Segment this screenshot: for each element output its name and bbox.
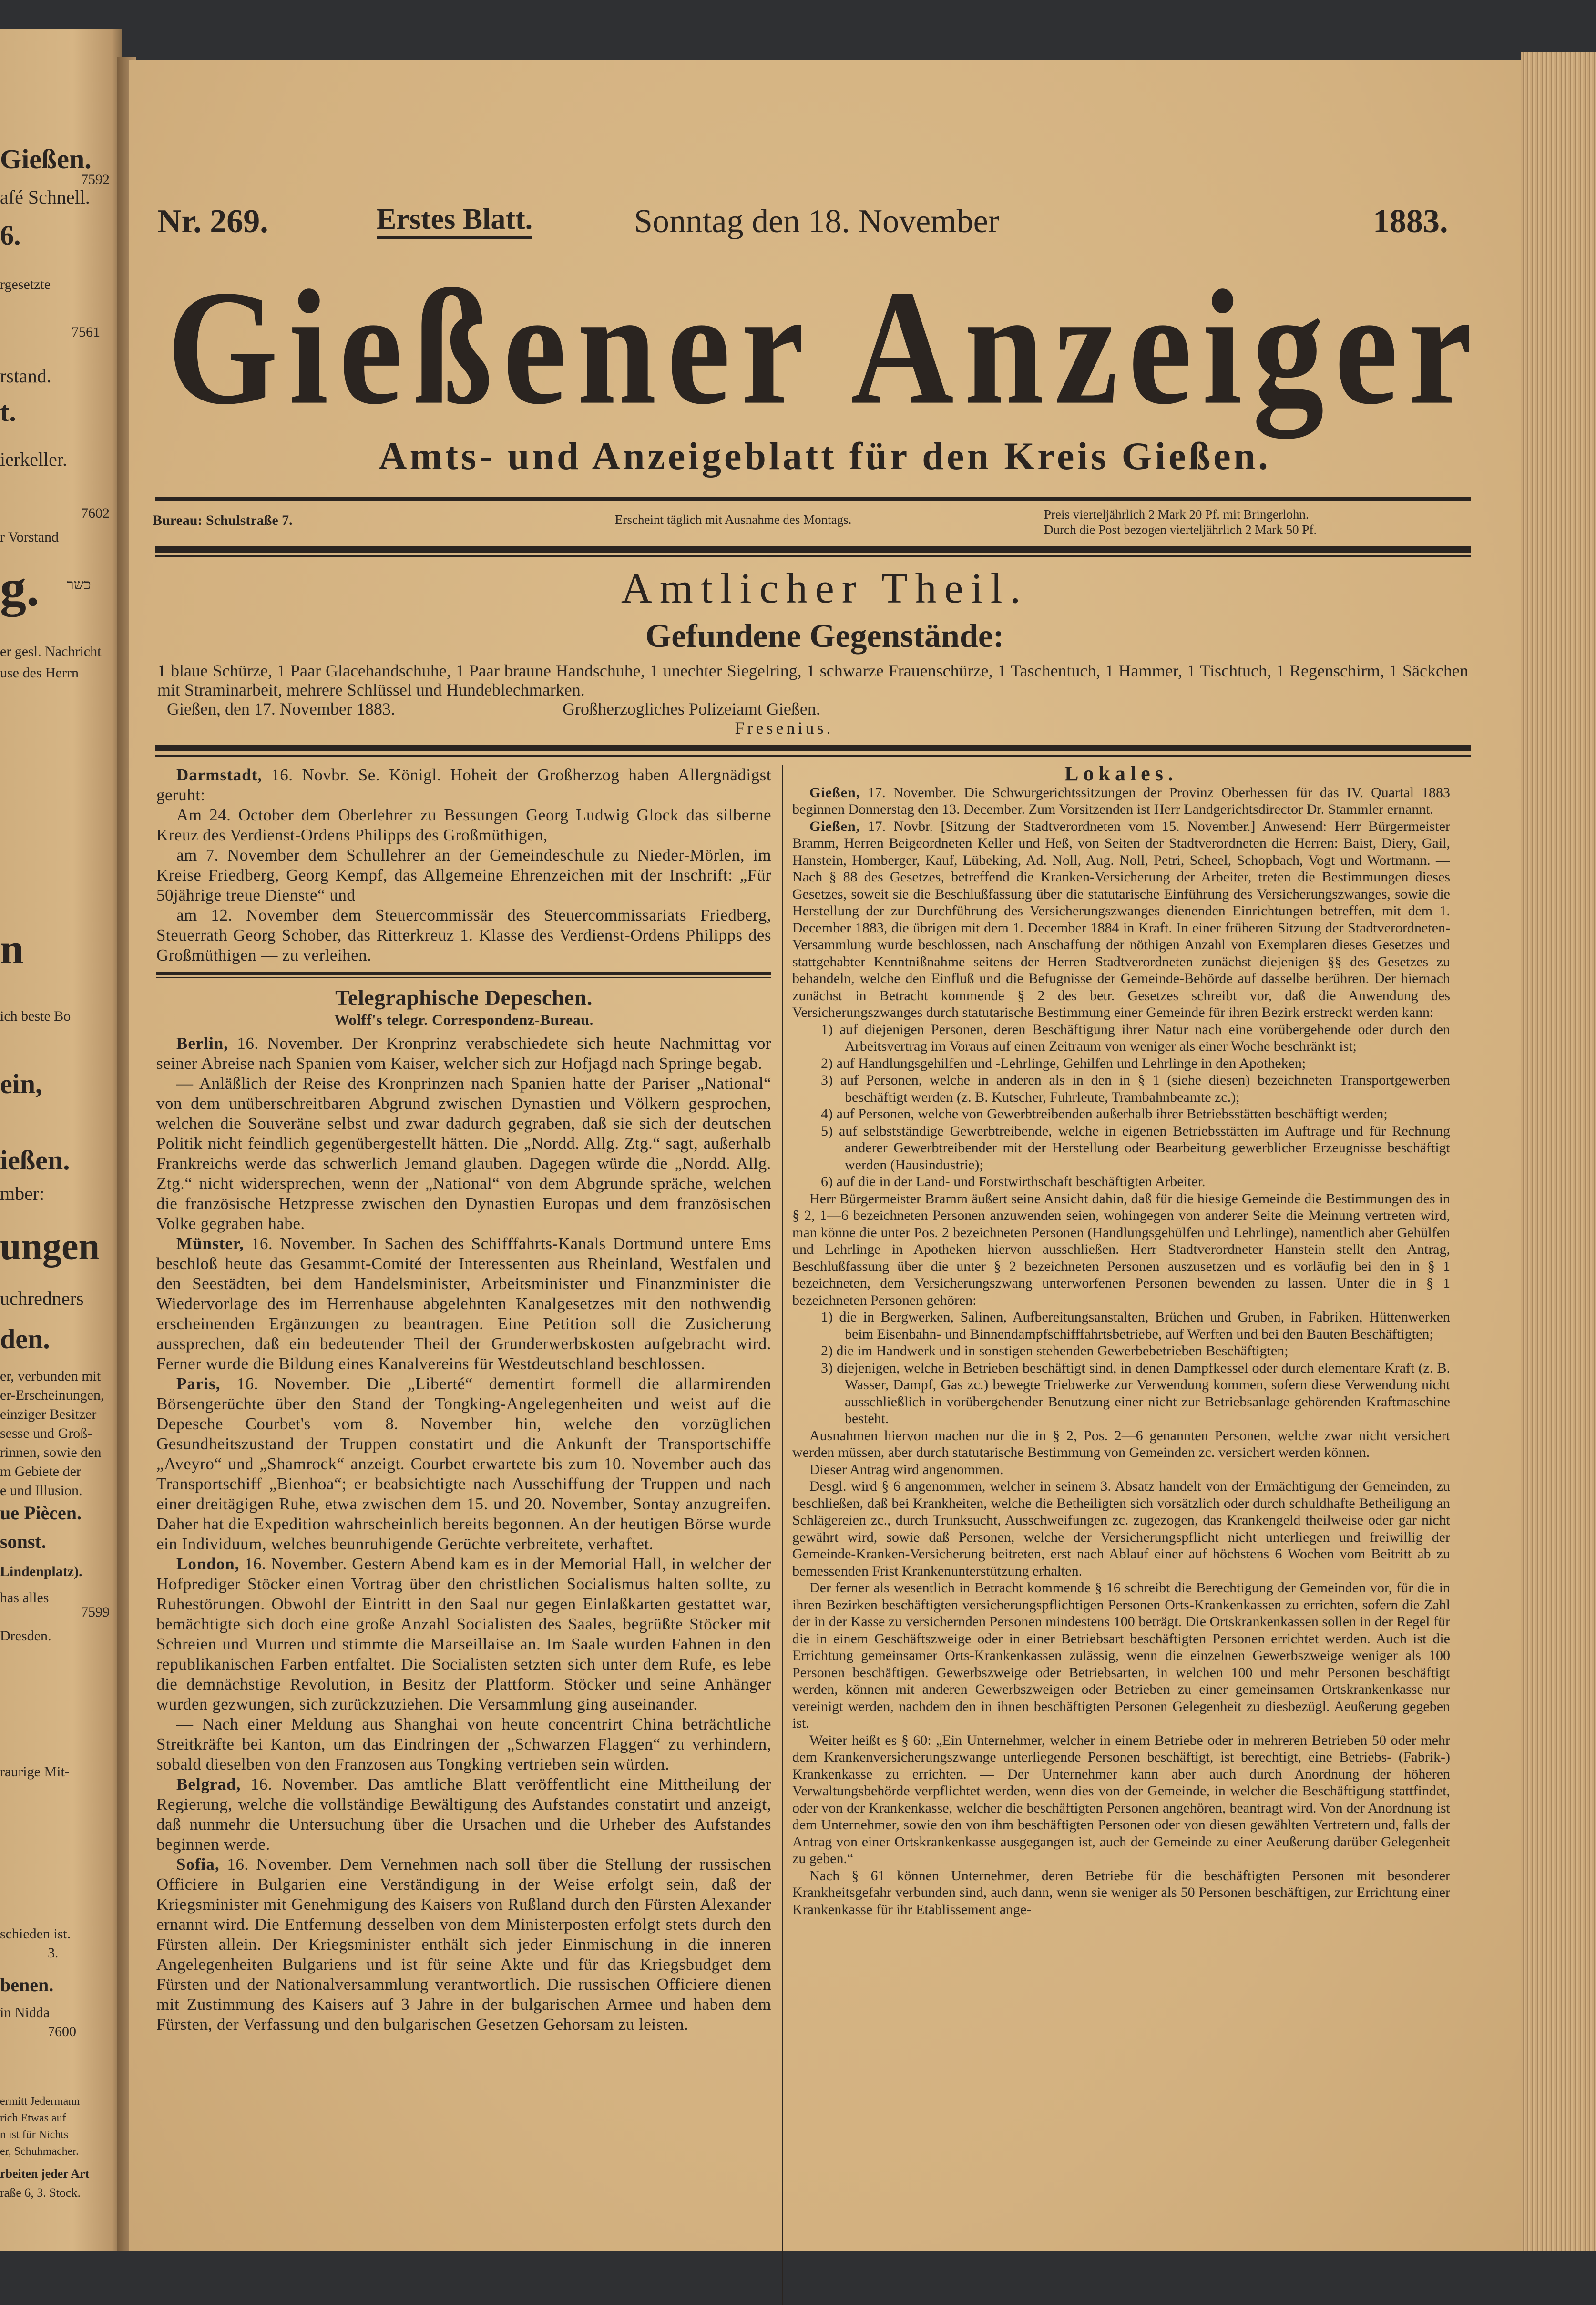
price-line: Durch die Post bezogen vierteljährlich 2 Mark 50 Pf. [1044, 522, 1317, 537]
fragment: er, verbunden mit [0, 1368, 101, 1384]
column-divider [782, 765, 783, 2305]
list-item: 5) auf selbstständige Gewerbtreibende, welche in eigenen Betriebsstätten im Auftrage und für Rechnung anderer Gewerbtreibender mit der Herstellung oder Bearbeitung gewerblicher Erzeugnisse beschäftigt werden (Hausindustrie); [821, 1123, 1450, 1173]
fragment: den. [0, 1323, 50, 1354]
article-muenster [156, 1234, 771, 1374]
article-paragraph: Der ferner als wesentlich in Betracht kommende § 16 schreibt die Berechtigung der Gemeinden vor, für die in ihren Bezirken beschäftigten versicherungspflichtigen Personen Orts-Krankenkassen zu errichten, sofern die Zahl der in der Kasse zu versichernden Personen mindestens 100 beträgt. Die Ortskrankenkassen sollen in der Regel für die in einem Geschäftszweige oder in einer Betriebsart beschäftigten Personen errichtet werden. Auch ist die Errichtung gemeinsamer Orts-Krankenkassen zulässig, wenn die einzelnen Gewerbszweige weniger als 100 Personen beschäftigen. Gewerbszweige oder Betriebsarten, in welchen 100 und mehr Personen beschäftigt werden, können mit anderen Gewerbszweigen oder Betrieben zu einer gemeinsamen Ortskrankenkasse nur vereinigt werden, nachdem den in ihnen beschäftigten Personen Gelegenheit zu diesbezügl. Aeußerung gegeben ist. [792, 1580, 1450, 1731]
article-sofia [156, 1854, 771, 2035]
article-paragraph: — Nach einer Meldung aus Shanghai von heute concentrirt China beträchtliche Streitkräfte bei Kanton, um das Eindringen der „Schwarzen Flaggen“ zu verhindern, sobald dieselben von den Franzosen aus Tongking vertrieben sein würden. [156, 1715, 771, 1773]
page-stack-edge [1521, 52, 1596, 2251]
fragment: rich Etwas auf [0, 2112, 66, 2124]
newspaper-page [129, 60, 1521, 2251]
list-item: 3) diejenigen, welche in Betrieben beschäftigt sind, in denen Dampfkessel oder durch elementare Kraft (z. B. Wasser, Dampf, Gas zc.) bewegte Triebwerke zur Verwendung kommen, sofern diese Verwendung nicht ausschließlich in vorübergehender Benutzung einer nicht zur Betriebsanlage gehörenden Kraftmaschine besteht. [821, 1360, 1450, 1426]
article-paragraph: Desgl. wird § 6 angenommen, welcher in seinem 3. Absatz handelt von der Ermächtigung der Gemeinden, zu beschließen, daß bei Krankheiten, welche die Betheiligten sich vorsätzlich oder durch schuldhafte Betheiligung an Schlägereien zc., durch Trunksucht, Ausschweifungen zc. zugezogen, das Krankengeld theilweise oder gar nicht gewährt wird, sowie daß Personen, welche der Versicherungspflicht nicht unterliegen und freiwillig der Gemeinde-Kranken-Versicherung beitreten, erst nach Ablauf einer auf höchstens 6 Wochen vom Beitritt ab zu bemessenden Frist Krankenunterstützung erhalten. [792, 1478, 1450, 1579]
article-paragraph: Dieser Antrag wird angenommen. [809, 1461, 1003, 1477]
list-item: 1) auf diejenigen Personen, deren Beschäftigung ihrer Natur nach eine vorübergehende oder durch den Arbeitsvertrag im Voraus auf einen Zeitraum von weniger als einer Woche beschränkt ist; [821, 1021, 1450, 1054]
article-dateline: Darmstadt, [176, 766, 263, 784]
fragment: rstand. [0, 365, 51, 387]
telegrams-source: Wolff's telegr. Correspondenz-Bureau. [334, 1011, 594, 1028]
article-london [156, 1554, 771, 1714]
article-paragraph: Am 24. October dem Oberlehrer zu Bessungen Georg Ludwig Glock das silberne Kreuz des Verdienst-Ordens Philipps des Großmüthigen, [156, 806, 771, 844]
notice-authority: Großherzogliches Polizeiamt Gießen. [563, 699, 820, 718]
article-belgrad [156, 1774, 771, 1854]
article-dateline: Gießen, [809, 818, 860, 834]
fragment: ich beste Bo [0, 1008, 71, 1024]
fragment: ue Piècen. [0, 1502, 82, 1524]
fragment: Lindenplatz). [0, 1564, 82, 1579]
fragment: er-Erscheinungen, [0, 1387, 104, 1403]
divider [155, 555, 1471, 557]
article-dateline: Belgrad, [176, 1775, 241, 1793]
article-text: 16. November. Die „Liberté“ dementirt formell die allarmirenden Börsengerüchte über den Stand der Tongking-Angelegenheiten und weist auf die Depesche Courbet's vom 8. November hin, welche den vorzüglichen Gesundheitszustand der Truppen constatirt und die Ankunft der Transportschiffe „Aveyro“ und „Shamrock“ anzeigt. Courbet erwartete bis zum 10. November auch das Transportschiff „Bienhoa“; er beabsichtigte nach Ausschiffung der Truppen und nach einer dreitägigen Ruhe, etwa zwischen dem 15. und 20. November, Sontay anzugreifen. Daher hat die Expedition wahrscheinlich bereits begonnen. An der heutigen Börse wurde ein Individuum, welches beunruhigende Gerüchte verbreitete, verhaftet. [156, 1374, 771, 1553]
divider [156, 972, 771, 978]
article-text: 17. Novbr. [Sitzung der Stadtverordneten vom 15. November.] Anwesend: Herr Bürgermeister Bramm, Herren Beigeordneten Keller und Heß, von Seiten der Stadtverordneten die Herren: Baist, Diery, Gail, Hanstein, Homberger, Kauf, Lübeking, Ad. Noll, Aug. Noll, Petri, Scheel, Schopbach, Vogt und Wortmann. — Nach § 88 des Gesetzes, betreffend die Kranken-Versicherung der Arbeiter, treten die Bestimmungen dieses Gesetzes, soweit sie die Beschlußfassung über die statutarische Einführung des Versicherungszwanges, sowie die Herstellung der zur Durchführung des Versicherungszwanges dienenden Einrichtungen betreffen, mit dem 1. December 1883, die übrigen mit dem 1. December 1884 in Kraft. In einer früheren Sitzung der Stadtverordneten-Versammlung wurde beschlossen, nach Anschaffung der nöthigen Anzahl von Exemplaren dieses Gesetzes und stattgehabter Kenntnißnahme seitens der Herren Stadtverordneten zunächst diejenigen §§ des Gesetzes zu behandeln, welche den Einfluß und die Befugnisse der Gemeinde-Behörde auf dasselbe berühren. Der hiernach zunächst in Betracht kommende § 2 des betr. Gesetzes schreibt vor, daß die Anwendung des Versicherungszwanges durch statutarische Bestimmung einer Gemeinde für ihren Bezirk erstreckt werden kann: [792, 818, 1450, 1020]
subscription-price [1044, 507, 1317, 537]
fragment: ungen [0, 1226, 100, 1268]
fragment: ießen. [0, 1145, 70, 1176]
issue-date: Sonntag den 18. November [634, 203, 999, 240]
article-text: 16. Novbr. Se. Königl. Hoheit der Großherzog haben Allergnädigst geruht: [156, 766, 771, 804]
article-dateline: London, [176, 1555, 240, 1573]
article-paragraph: Weiter heißt es § 60: „Ein Unternehmer, welcher in einem Betriebe oder in mehreren Betrieben 50 oder mehr dem Krankenversicherungszwange unterliegende Personen beschäftigt, ist berechtigt, eine Betriebs- (Fabrik-) Krankenkasse zu errichten. — Der Unternehmer kann aber auch durch Anordnung der höheren Verwaltungsbehörde verpflichtet werden, wenn dies von der Gemeinde, in welcher die Beschäftigung stattfindet, oder von der Krankenkasse, welcher die beschäftigten Personen angehören, beantragt wird. Von der Anordnung ist dem Unternehmer, sowie den von ihm beschäftigten Personen oder von diesen gewählten Vertretern und, falls der Antrag von einer Ortskrankenkasse ausgegangen ist, auch der Gemeinde zu einer Aeußerung darüber Gelegenheit zu geben.“ [792, 1732, 1450, 1866]
article-dateline: Berlin, [176, 1034, 229, 1053]
notice-place-date: Gießen, den 17. November 1883. [167, 699, 395, 718]
article-paragraph: Ausnahmen hiervon machen nur die in § 2, Pos. 2—6 genannten Personen, welche zwar nicht versichert werden müssen, aber durch statutarische Bestimmung von Gemeinden zc. versichert werden können. [792, 1427, 1450, 1460]
local-news-heading: Lokales. [1064, 765, 1178, 785]
article-text: 16. November. Der Kronprinz verabschiedete sich heute Nachmittag vor seiner Abreise nach Spanien vom Kaiser, welcher sich zur Hofjagd nach Springe begab. [156, 1034, 771, 1073]
article-text: 16. November. In Sachen des Schifffahrts-Kanals Dortmund untere Ems beschloß heute das Gesammt-Comité der Interessenten aus Rheinland, Westfalen und den Seestädten, bei dem Handelsminister, Arbeitsminister und Finanzminister die Wiedervorlage des im Herrenhause abgelehnten Kanalgesetzes mit den nothwendig erscheinenden Ergänzungen zu beantragen. Eine Petition soll die Zusicherung aussprechen, daß ein bedeutender Theil der Grunderwerbskosten aufgebracht wird. Ferner wurde die Bildung eines Kanalvereins für Westdeutschland beschlossen. [156, 1234, 771, 1373]
fragment: 6. [0, 220, 21, 251]
divider [155, 745, 1471, 751]
fragment: er, Schuhmacher. [0, 2145, 79, 2158]
found-items-heading: Gefundene Gegenstände: [645, 618, 1004, 655]
issue-year: 1883. [1373, 203, 1448, 240]
fragment: g. [0, 559, 40, 617]
right-column [792, 765, 1450, 2303]
notice-signature-row [153, 699, 1473, 718]
article-dateline: Paris, [176, 1374, 221, 1393]
bureau-address: Bureau: Schulstraße 7. [153, 512, 293, 528]
fragment: rinnen, sowie den [0, 1444, 102, 1460]
article-paragraph: — Anläßlich der Reise des Kronprinzen nach Spanien hatte der Pariser „National“ von dem unüberschreitbaren Abgrund zwischen Dynastien und Völkern gesprochen, welchen die Souveräne selbst und zwar dadurch gegraben, daß sie sich der deutschen Politik nicht feindlich gegenübergestellt hätten. Die „Nordd. Allg. Ztg.“ sagt, außerhalb Frankreichs werde das schwerlich Jemand glauben. Dagegen würde die „Nordd. Allg. Ztg.“ nicht widersprechen, wenn der „National“ von dem Abgrunde spräche, welchen die französische Hetzpresse zwischen den Dynastien Europas und dem französischen Volke gegraben habe. [156, 1074, 771, 1233]
left-column [156, 765, 771, 2300]
fragment: sesse und Groß- [0, 1425, 92, 1441]
list-item: 1) die in Bergwerken, Salinen, Aufbereitungsanstalten, Brüchen und Gruben, in Fabriken, Hüttenwerken beim Eisenbahn- und Binnendampfschifffahrtsbetriebe, auf Werften und bei den Bauten Beschäftigten; [821, 1309, 1450, 1342]
fragment: has alles [0, 1590, 49, 1606]
fragment: 3. [48, 1945, 59, 1961]
fragment: Gießen. [0, 143, 92, 174]
article-text: 16. November. Das amtliche Blatt veröffentlicht eine Mittheilung der Regierung, welche die vollständige Bewältigung des Aufstandes constatirt und anzeigt, daß nunmehr die Untersuchung über die Ursachen und die Urheber des Aufstandes beginnen werde. [156, 1775, 771, 1854]
fragment: 7600 [48, 2024, 76, 2039]
fragment: er gesl. Nachricht [0, 644, 102, 659]
fragment: raße 6, 3. Stock. [0, 2186, 81, 2200]
fragment: 7561 [72, 324, 100, 340]
newspaper-subtitle: Amts- und Anzeigeblatt für den Kreis Gießen. [379, 434, 1271, 478]
list-item: 4) auf Personen, welche von Gewerbtreibenden außerhalb ihrer Betriebsstätten beschäftigt werden; [821, 1106, 1388, 1122]
fragment: sonst. [0, 1531, 46, 1552]
article-dateline: Münster, [176, 1234, 244, 1253]
divider [155, 546, 1471, 553]
fragment: mber: [0, 1183, 45, 1204]
issue-number: Nr. 269. [157, 203, 268, 240]
article-giessen-court [792, 784, 1450, 818]
fragment: n [0, 926, 24, 973]
article-paragraph: am 7. November dem Schullehrer an der Gemeindeschule zu Nieder-Mörlen, im Kreise Friedberg, Georg Kempf, das Allgemeine Ehrenzeichen mit der Inschrift: „Für 50jährige treue Dienste“ und [156, 846, 771, 904]
publication-frequency: Erscheint täglich mit Ausnahme des Montags. [615, 512, 852, 527]
article-text: 16. November. Gestern Abend kam es in der Memorial Hall, in welcher der Hofprediger Stöcker einen Vortrag über den christlichen Socialismus halten sollte, zu Ruhestörungen. Obwohl der Eintritt in den Saal nur gegen Einlaßkarten gestattet war, bemächtigte sich doch eine große Anzahl Socialisten des Saales, begrüßte Stöcker mit Schreien und Murren und stimmte die Marseillaise an. Im Saale wurden Fahnen in den republikanischen Farben entfaltet. Die Socialisten setzten sich unter dem Rufe, es lebe die demnächstige Revolution, in Besitz der Plattform. Stöcker und seine Anhänger wurden gezwungen, sich zurückzuziehen. Die Versammlung ging auseinander. [156, 1555, 771, 1713]
previous-page-edge [0, 29, 122, 2251]
fragment: schieden ist. [0, 1926, 71, 1942]
article-dateline: Gießen, [809, 784, 860, 800]
fragment: benen. [0, 1974, 54, 1996]
newspaper-title: Gießener Anzeiger [167, 256, 1483, 439]
divider [155, 497, 1471, 501]
fragment: כשר [67, 577, 91, 593]
fragment: n ist für Nichts [0, 2129, 69, 2141]
article-paragraph: am 12. November dem Steuercommissär des Steuercommissariats Friedberg, Steuerrath Georg Schober, das Ritterkreuz 1. Klasse des Verdienst-Ordens Philipps des Großmüthigen — zu verleihen. [156, 906, 771, 964]
fragment: Dresden. [0, 1628, 51, 1644]
found-items-list: 1 blaue Schürze, 1 Paar Glacehandschuhe, 1 Paar braune Handschuhe, 1 unechter Siegelring, 1 schwarze Frauenschürze, 1 Taschentuch, 1 Hammer, 1 Tischtuch, 1 Regenschirm, 1 Säckchen mit Straminarbeit, mehrere Schlüssel und Hundeblechmarken. [157, 661, 1468, 699]
section-heading-official: Amtlicher Theil. [621, 565, 1029, 612]
article-berlin [156, 1034, 771, 1074]
sheet-label: Erstes Blatt. [377, 203, 532, 239]
fragment: use des Herrn [0, 665, 79, 681]
fragment: in Nidda [0, 2005, 50, 2020]
fragment: e und Illusion. [0, 1483, 82, 1498]
fragment: ein, [0, 1068, 42, 1099]
divider [155, 755, 1471, 757]
fragment: 7599 [81, 1604, 110, 1620]
fragment: afé Schnell. [0, 186, 90, 208]
price-line: Preis vierteljährlich 2 Mark 20 Pf. mit Bringerlohn. [1044, 507, 1309, 522]
fragment: ermitt Jedermann [0, 2095, 80, 2108]
fragment: rbeiten jeder Art [0, 2167, 90, 2181]
found-items-notice [153, 661, 1473, 738]
article-paragraph: Herr Bürgermeister Bramm äußert seine Ansicht dahin, daß für die hiesige Gemeinde die Bestimmungen des in § 2, 1—6 bezeichneten Personen anzuwenden seien, wohingegen von anderer Seite die Meinung vertreten wird, man könne die unter Pos. 2 bezeichneten Personen (Handlungsgehülfen und Lehrlinge), namentlich aber Gehülfen und Lehrlinge in Apotheken hiervon ausschließen. Herr Stadtverordneter Hanstein stellt den Antrag, Beschlußfassung über die unter § 2 bezeichneten Personen auszusetzen und es vorläufig bei den in § 1 bezeichneten, dem Versicherungszwang unterworfenen Personen bewenden zu lassen. Unter die in § 1 bezeichneten Personen gehören: [792, 1190, 1450, 1308]
list-item: 2) auf Handlungsgehilfen und -Lehrlinge, Gehilfen und Lehrlinge in den Apotheken; [821, 1055, 1306, 1071]
fragment: einziger Besitzer [0, 1406, 97, 1422]
article-paris [156, 1374, 771, 1554]
notice-signature: Fresenius. [735, 718, 834, 738]
fragment: 7592 [81, 172, 110, 187]
fragment: m Gebiete der [0, 1464, 81, 1479]
telegrams-heading: Telegraphische Depeschen. [335, 985, 593, 1010]
article-giessen-council [792, 818, 1450, 1021]
fragment: raurige Mit- [0, 1764, 70, 1780]
list-item: 6) auf die in der Land- und Forstwirthschaft beschäftigten Arbeiter. [821, 1174, 1206, 1189]
article-darmstadt [156, 765, 771, 805]
list-item: 2) die im Handwerk und in sonstigen stehenden Gewerbebetrieben Beschäftigten; [821, 1343, 1289, 1359]
list-item: 3) auf Personen, welche in anderen als in den in § 1 (siehe diesen) bezeichneten Transportgewerben beschäftigt werden (z. B. Kutscher, Fuhrleute, Trambahnbeamte zc.); [821, 1072, 1450, 1105]
fragment: 7602 [81, 505, 110, 521]
article-paragraph: Nach § 61 können Unternehmer, deren Betriebe für die beschäftigten Personen mit besonderer Krankheitsgefahr verbunden sind, auch dann, wenn sie weniger als 50 Personen beschäftigen, zur Errichtung einer Krankenkasse für ihr Etablissement ange- [792, 1867, 1450, 1917]
fragment: t. [0, 396, 16, 427]
fragment: r Vorstand [0, 529, 59, 545]
fragment: uchredners [0, 1288, 84, 1309]
article-text: 16. November. Dem Vernehmen nach soll über die Stellung der russischen Officiere in Bulgarien eine Verständigung in der Weise erfolgt sein, daß der Kriegsminister mit Genehmigung des Kaisers von Rußland durch den Fürsten Alexander ernannt wird. Die Entfernung desselben von dem Ministerposten erfolgt stets durch den Fürsten allein. Der Kriegsminister enthält sich jeder Einmischung in die inneren Angelegenheiten Bulgariens und ist für seine Akte und für das Kriegsbudget dem Fürsten und der Nationalversammlung verantwortlich. Die russischen Officiere dienen mit Zustimmung des Kaisers auf 3 Jahre in der bulgarischen Armee und haben dem Fürsten, der Verfassung und den bulgarischen Gesetzen Gehorsam zu leisten. [156, 1855, 771, 2034]
fragment: rgesetzte [0, 277, 51, 292]
fragment: ierkeller. [0, 449, 68, 470]
article-dateline: Sofia, [176, 1855, 220, 1874]
article-text: 17. November. Die Schwurgerichtssitzungen der Provinz Oberhessen für das IV. Quartal 1883 beginnen Donnerstag den 13. December. Zum Vorsitzenden ist Herr Landgerichtsdirector Dr. Stammler ernannt. [792, 784, 1450, 817]
